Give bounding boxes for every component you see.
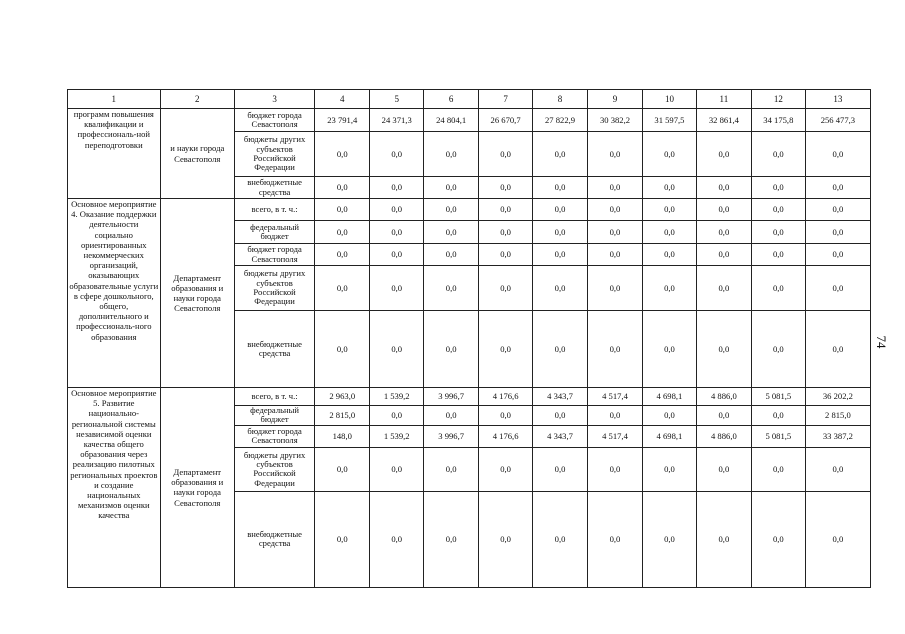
value-cell: 0,0 (479, 266, 533, 311)
funding-source-cell: всего, в т. ч.: (234, 388, 314, 406)
value-cell: 0,0 (533, 311, 588, 388)
value-cell: 0,0 (696, 199, 751, 221)
value-cell: 0,0 (805, 177, 870, 199)
value-cell: 0,0 (751, 447, 805, 491)
value-cell: 0,0 (588, 447, 643, 491)
value-cell: 0,0 (479, 447, 533, 491)
value-cell: 0,0 (642, 132, 696, 177)
value-cell: 0,0 (479, 311, 533, 388)
value-cell: 0,0 (588, 177, 643, 199)
value-cell: 0,0 (533, 132, 588, 177)
column-header: 2 (160, 90, 234, 109)
value-cell: 0,0 (696, 447, 751, 491)
budget-table (67, 89, 871, 588)
value-cell: 4 343,7 (533, 425, 588, 447)
value-cell: 0,0 (479, 132, 533, 177)
value-cell: 0,0 (751, 406, 805, 426)
column-header: 6 (424, 90, 479, 109)
funding-source-cell: федеральный бюджет (234, 221, 314, 244)
measure-name-cell: программ повышения квалификации и профессиональ-ной переподготовки (68, 109, 161, 199)
column-header: 3 (234, 90, 314, 109)
column-header: 5 (370, 90, 424, 109)
value-cell: 0,0 (315, 447, 370, 491)
value-cell: 0,0 (751, 199, 805, 221)
value-cell: 0,0 (315, 199, 370, 221)
value-cell: 0,0 (479, 199, 533, 221)
value-cell: 0,0 (805, 132, 870, 177)
value-cell: 0,0 (315, 221, 370, 244)
funding-source-cell: бюджет города Севастополя (234, 244, 314, 266)
value-cell: 4 517,4 (588, 388, 643, 406)
value-cell: 0,0 (479, 177, 533, 199)
value-cell: 1 539,2 (370, 388, 424, 406)
value-cell: 0,0 (642, 406, 696, 426)
column-header: 4 (315, 90, 370, 109)
value-cell: 0,0 (642, 491, 696, 587)
value-cell: 0,0 (424, 311, 479, 388)
value-cell: 0,0 (533, 199, 588, 221)
value-cell: 0,0 (696, 177, 751, 199)
value-cell: 0,0 (424, 266, 479, 311)
table-row (68, 109, 871, 132)
value-cell: 0,0 (424, 177, 479, 199)
value-cell: 0,0 (533, 406, 588, 426)
funding-source-cell: внебюджетные средства (234, 311, 314, 388)
value-cell: 0,0 (751, 132, 805, 177)
value-cell: 0,0 (751, 311, 805, 388)
value-cell: 0,0 (533, 244, 588, 266)
column-header: 10 (642, 90, 696, 109)
column-header: 11 (696, 90, 751, 109)
value-cell: 0,0 (805, 199, 870, 221)
funding-source-cell: бюджет города Севастополя (234, 109, 314, 132)
measure-name-cell: Основное мероприятие 5. Развитие национально-региональной системы независимой оценки качества общего образования через реализацию пилотных региональных проектов и создание национальных механизмов оценки качества (68, 388, 161, 588)
executor-cell: Департамент образования и науки города Севастополя (160, 199, 234, 388)
page-number: 74 (874, 335, 889, 349)
value-cell: 0,0 (533, 177, 588, 199)
funding-source-cell: бюджеты других субъектов Российской Федерации (234, 266, 314, 311)
table-header-row (68, 90, 871, 109)
value-cell: 0,0 (315, 177, 370, 199)
value-cell: 4 343,7 (533, 388, 588, 406)
value-cell: 5 081,5 (751, 388, 805, 406)
value-cell: 26 670,7 (479, 109, 533, 132)
value-cell: 4 517,4 (588, 425, 643, 447)
funding-source-cell: бюджеты других субъектов Российской Федерации (234, 447, 314, 491)
value-cell: 0,0 (588, 244, 643, 266)
value-cell: 0,0 (805, 244, 870, 266)
value-cell: 4 176,6 (479, 425, 533, 447)
value-cell: 0,0 (642, 447, 696, 491)
value-cell: 24 371,3 (370, 109, 424, 132)
value-cell: 0,0 (642, 266, 696, 311)
column-header: 12 (751, 90, 805, 109)
value-cell: 0,0 (805, 266, 870, 311)
value-cell: 0,0 (315, 266, 370, 311)
value-cell: 24 804,1 (424, 109, 479, 132)
value-cell: 4 698,1 (642, 425, 696, 447)
value-cell: 0,0 (751, 177, 805, 199)
value-cell: 0,0 (370, 406, 424, 426)
value-cell: 0,0 (370, 311, 424, 388)
value-cell: 0,0 (315, 491, 370, 587)
value-cell: 0,0 (588, 491, 643, 587)
value-cell: 0,0 (370, 266, 424, 311)
value-cell: 30 382,2 (588, 109, 643, 132)
value-cell: 0,0 (588, 221, 643, 244)
value-cell: 0,0 (424, 447, 479, 491)
measure-name-cell: Основное мероприятие 4. Оказание поддержки деятельности социально ориентированных некоммерческих организаций, оказывающих образовательные услуги в сфере дошкольного, общего, дополнительного и профессиональ-ного образования (68, 199, 161, 388)
value-cell: 0,0 (696, 244, 751, 266)
value-cell: 0,0 (588, 132, 643, 177)
value-cell: 0,0 (315, 244, 370, 266)
value-cell: 31 597,5 (642, 109, 696, 132)
value-cell: 33 387,2 (805, 425, 870, 447)
value-cell: 0,0 (696, 132, 751, 177)
value-cell: 36 202,2 (805, 388, 870, 406)
value-cell: 4 886,0 (696, 388, 751, 406)
value-cell: 1 539,2 (370, 425, 424, 447)
value-cell: 5 081,5 (751, 425, 805, 447)
value-cell: 0,0 (642, 244, 696, 266)
value-cell: 0,0 (588, 406, 643, 426)
value-cell: 4 886,0 (696, 425, 751, 447)
value-cell: 0,0 (370, 177, 424, 199)
value-cell: 0,0 (805, 447, 870, 491)
value-cell: 0,0 (805, 311, 870, 388)
value-cell: 0,0 (424, 132, 479, 177)
value-cell: 0,0 (533, 447, 588, 491)
value-cell: 0,0 (751, 266, 805, 311)
column-header: 1 (68, 90, 161, 109)
value-cell: 4 698,1 (642, 388, 696, 406)
value-cell: 0,0 (370, 132, 424, 177)
funding-source-cell: внебюджетные средства (234, 177, 314, 199)
value-cell: 0,0 (370, 221, 424, 244)
value-cell: 2 815,0 (315, 406, 370, 426)
table-row (68, 199, 871, 221)
value-cell: 0,0 (751, 244, 805, 266)
value-cell: 2 815,0 (805, 406, 870, 426)
value-cell: 0,0 (315, 132, 370, 177)
value-cell: 0,0 (479, 491, 533, 587)
value-cell: 0,0 (479, 406, 533, 426)
value-cell: 0,0 (751, 221, 805, 244)
value-cell: 0,0 (751, 491, 805, 587)
value-cell: 3 996,7 (424, 425, 479, 447)
value-cell: 34 175,8 (751, 109, 805, 132)
funding-source-cell: всего, в т. ч.: (234, 199, 314, 221)
value-cell: 0,0 (424, 221, 479, 244)
value-cell: 0,0 (370, 491, 424, 587)
value-cell: 0,0 (479, 221, 533, 244)
column-header: 8 (533, 90, 588, 109)
executor-cell: и науки города Севастополя (160, 109, 234, 199)
value-cell: 0,0 (533, 491, 588, 587)
value-cell: 0,0 (424, 406, 479, 426)
value-cell: 0,0 (533, 221, 588, 244)
value-cell: 0,0 (479, 244, 533, 266)
value-cell: 0,0 (642, 311, 696, 388)
funding-source-cell: федеральный бюджет (234, 406, 314, 426)
column-header: 13 (805, 90, 870, 109)
value-cell: 0,0 (696, 491, 751, 587)
value-cell: 0,0 (424, 491, 479, 587)
value-cell: 0,0 (588, 266, 643, 311)
value-cell: 0,0 (588, 199, 643, 221)
value-cell: 0,0 (696, 406, 751, 426)
funding-source-cell: бюджет города Севастополя (234, 425, 314, 447)
value-cell: 0,0 (370, 199, 424, 221)
value-cell: 0,0 (696, 311, 751, 388)
value-cell: 27 822,9 (533, 109, 588, 132)
value-cell: 0,0 (315, 311, 370, 388)
value-cell: 2 963,0 (315, 388, 370, 406)
executor-cell: Департамент образования и науки города Севастополя (160, 388, 234, 588)
table-row (68, 388, 871, 406)
value-cell: 4 176,6 (479, 388, 533, 406)
value-cell: 0,0 (424, 199, 479, 221)
value-cell: 0,0 (370, 244, 424, 266)
value-cell: 0,0 (805, 491, 870, 587)
value-cell: 0,0 (424, 244, 479, 266)
value-cell: 0,0 (642, 177, 696, 199)
value-cell: 3 996,7 (424, 388, 479, 406)
value-cell: 0,0 (642, 221, 696, 244)
value-cell: 148,0 (315, 425, 370, 447)
value-cell: 0,0 (533, 266, 588, 311)
value-cell: 0,0 (805, 221, 870, 244)
value-cell: 0,0 (642, 199, 696, 221)
value-cell: 0,0 (696, 266, 751, 311)
value-cell: 23 791,4 (315, 109, 370, 132)
funding-source-cell: внебюджетные средства (234, 491, 314, 587)
column-header: 7 (479, 90, 533, 109)
funding-source-cell: бюджеты других субъектов Российской Федерации (234, 132, 314, 177)
value-cell: 0,0 (588, 311, 643, 388)
value-cell: 0,0 (696, 221, 751, 244)
value-cell: 32 861,4 (696, 109, 751, 132)
value-cell: 256 477,3 (805, 109, 870, 132)
column-header: 9 (588, 90, 643, 109)
value-cell: 0,0 (370, 447, 424, 491)
